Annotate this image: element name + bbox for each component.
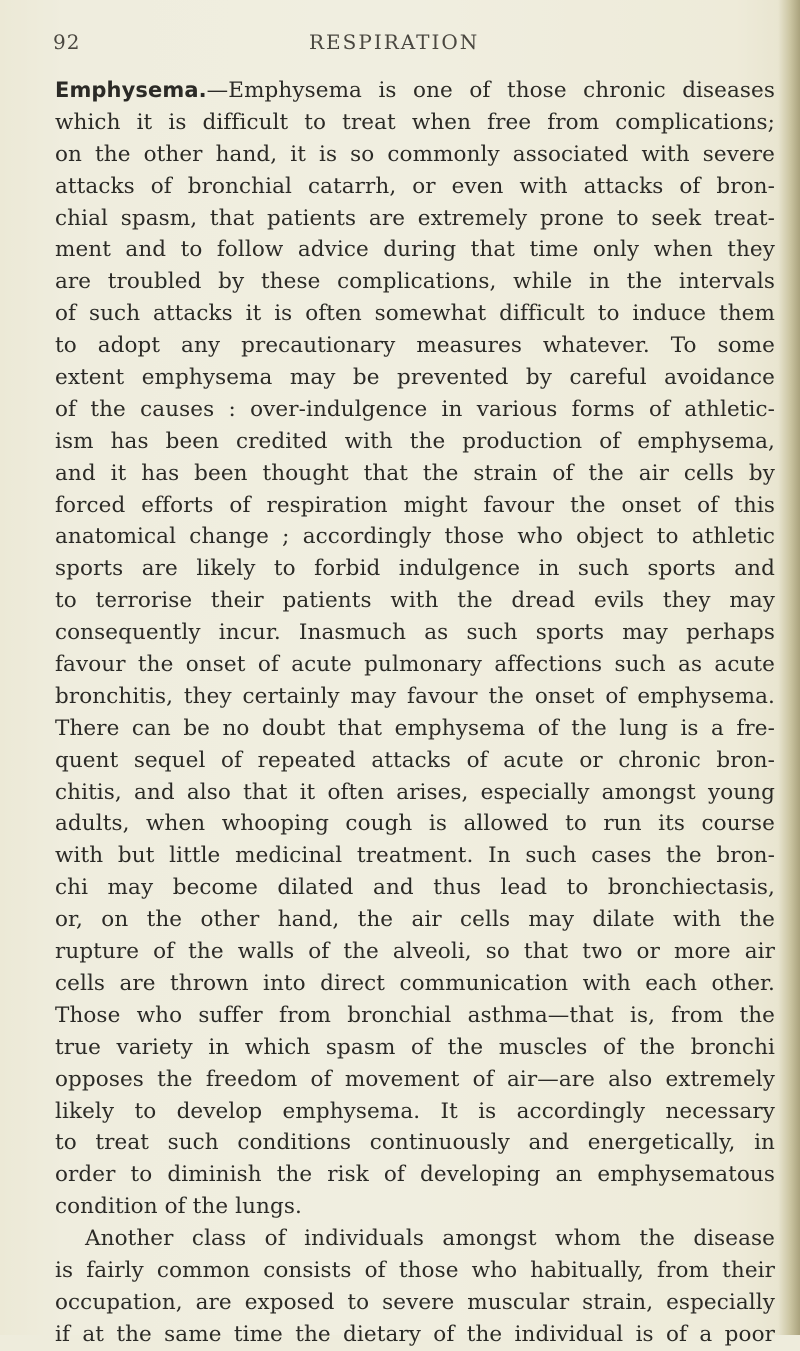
text-line: favour the onset of acute pulmonary affections such as acute bbox=[55, 652, 775, 678]
text-line: cells are thrown into direct communication with each other. bbox=[55, 970, 775, 996]
text-line: opposes the freedom of movement of air—are also extremely bbox=[55, 1066, 775, 1092]
text-line: if at the same time the dietary of the individual is of a poor bbox=[55, 1321, 775, 1347]
text-line: attacks of bronchial catarrh, or even with attacks of bron- bbox=[55, 173, 775, 199]
text-line: on the other hand, it is so commonly associated with severe bbox=[55, 141, 775, 167]
text-line: occupation, are exposed to severe muscular strain, especially bbox=[55, 1289, 775, 1315]
text-line: of such attacks it is often somewhat difficult to induce them bbox=[55, 301, 775, 327]
section-heading: Emphysema. bbox=[55, 78, 207, 102]
text-line: are troubled by these complications, while in the intervals bbox=[55, 269, 775, 295]
running-head: RESPIRATION bbox=[309, 30, 480, 54]
text-line: rupture of the walls of the alveoli, so that two or more air bbox=[55, 939, 775, 965]
text-line: sports are likely to forbid indulgence in such sports and bbox=[55, 556, 775, 582]
page-number: 92 bbox=[53, 30, 81, 54]
text-line: true variety in which spasm of the muscles of the bronchi bbox=[55, 1034, 775, 1060]
text-line: Another class of individuals amongst whom the disease bbox=[85, 1226, 775, 1252]
text-line: ism has been credited with the production of emphysema, bbox=[55, 428, 775, 454]
text-line: quent sequel of repeated attacks of acute or chronic bron- bbox=[55, 747, 775, 773]
body-text bbox=[55, 75, 775, 1351]
text-line: ment and to follow advice during that time only when they bbox=[55, 237, 775, 263]
text-line: bronchitis, they certainly may favour the onset of emphysema. bbox=[55, 683, 775, 709]
page-edge-shadow bbox=[778, 0, 800, 1335]
text-line: There can be no doubt that emphysema of the lung is a fre- bbox=[55, 715, 775, 741]
text-line: extent emphysema may be prevented by careful avoidance bbox=[55, 365, 775, 391]
text-line: or, on the other hand, the air cells may dilate with the bbox=[55, 907, 775, 933]
text-line: with but little medicinal treatment. In such cases the bron- bbox=[55, 843, 775, 869]
text-line: Those who suffer from bronchial asthma—that is, from the bbox=[55, 1002, 775, 1028]
text-line: anatomical change ; accordingly those who object to athletic bbox=[55, 524, 775, 550]
text-line: Emphysema.—Emphysema is one of those chronic diseases bbox=[55, 78, 775, 103]
text-line: to treat such conditions continuously and energetically, in bbox=[55, 1130, 775, 1156]
text-line: is fairly common consists of those who habitually, from their bbox=[55, 1257, 775, 1283]
text-line: and it has been thought that the strain of the air cells by bbox=[55, 460, 775, 486]
text-line: of the causes : over-indulgence in various forms of athletic- bbox=[55, 396, 775, 422]
text-line: likely to develop emphysema. It is accordingly necessary bbox=[55, 1098, 775, 1124]
text-line: adults, when whooping cough is allowed to run its course bbox=[55, 811, 775, 837]
text-line: condition of the lungs. bbox=[55, 1194, 302, 1220]
text-line: consequently incur. Inasmuch as such sports may perhaps bbox=[55, 620, 775, 646]
text-line: chial spasm, that patients are extremely prone to seek treat- bbox=[55, 205, 775, 231]
text-line: to adopt any precautionary measures whatever. To some bbox=[55, 333, 775, 359]
text-line: forced efforts of respiration might favour the onset of this bbox=[55, 492, 775, 518]
text-line: chitis, and also that it often arises, especially amongst young bbox=[55, 779, 775, 805]
text-line: chi may become dilated and thus lead to bronchiectasis, bbox=[55, 875, 775, 901]
text-line: to terrorise their patients with the dread evils they may bbox=[55, 588, 775, 614]
text-line: which it is difficult to treat when free from complications; bbox=[55, 109, 775, 135]
text-line: order to diminish the risk of developing an emphysematous bbox=[55, 1162, 775, 1188]
